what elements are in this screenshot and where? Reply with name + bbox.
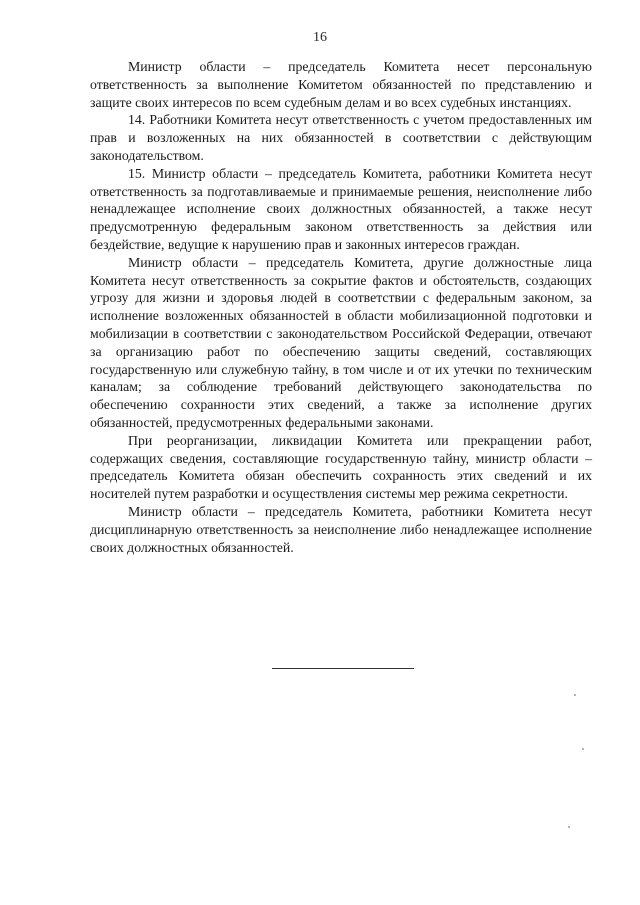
paragraph-14: 14. Работники Комитета несут ответственность с учетом предоставленных им прав и возложенных на них обязанностей в соответствии с действующим законодательством.	[90, 112, 592, 163]
paragraph-minister-responsibility: Министр области – председатель Комитета несет персональную ответственность за выполнение Комитетом обязанностей по представлению и защите своих интересов по всем судебным делам и во всех судебных инстанциях.	[90, 59, 592, 110]
paragraph-15: 15. Министр области – председатель Комитета, работники Комитета несут ответственность за подготавливаемые и принимаемые решения, неисполнение либо ненадлежащее исполнение своих должностных обязанностей, а также несут предусмотренную федеральным законом ответственность за действия или бездействие, ведущие к нарушению прав и законных интересов граждан.	[90, 165, 592, 252]
page-number: 16	[313, 30, 327, 45]
document-body	[90, 58, 592, 556]
paragraph-reorganization: При реорганизации, ликвидации Комитета или прекращении работ, содержащих сведения, составляющие государственную тайну, министр области – председатель Комитета обязан обеспечить сохранность этих сведений и их носителей путем разработки и осуществления системы мер режима секретности.	[90, 432, 592, 502]
scan-speck	[582, 748, 584, 750]
scan-speck	[568, 826, 570, 828]
paragraph-disciplinary: Министр области – председатель Комитета, работники Комитета несут дисциплинарную ответственность за неисполнение либо ненадлежащее исполнение своих должностных обязанностей.	[90, 503, 592, 555]
end-separator-line	[272, 668, 414, 669]
paragraph-officials-responsibility: Министр области – председатель Комитета, другие должностные лица Комитета несут ответственность за сокрытие фактов и обстоятельств, создающих угрозу для жизни и здоровья людей в соответствии с федеральным законом, за исполнение возложенных обязанностей в области мобилизационной подготовки и мобилизации в соответствии с законодательством Российской Федерации, отвечают за организацию работ по обеспечению защиты сведений, составляющих государственную или служебную тайну, в том числе и от их утечки по техническим каналам; за соблюдение требований действующего законодательства по обеспечению сохранности этих сведений, а также за исполнение других обязанностей, предусмотренных федеральными законами.	[90, 254, 592, 430]
scan-speck	[574, 694, 576, 696]
